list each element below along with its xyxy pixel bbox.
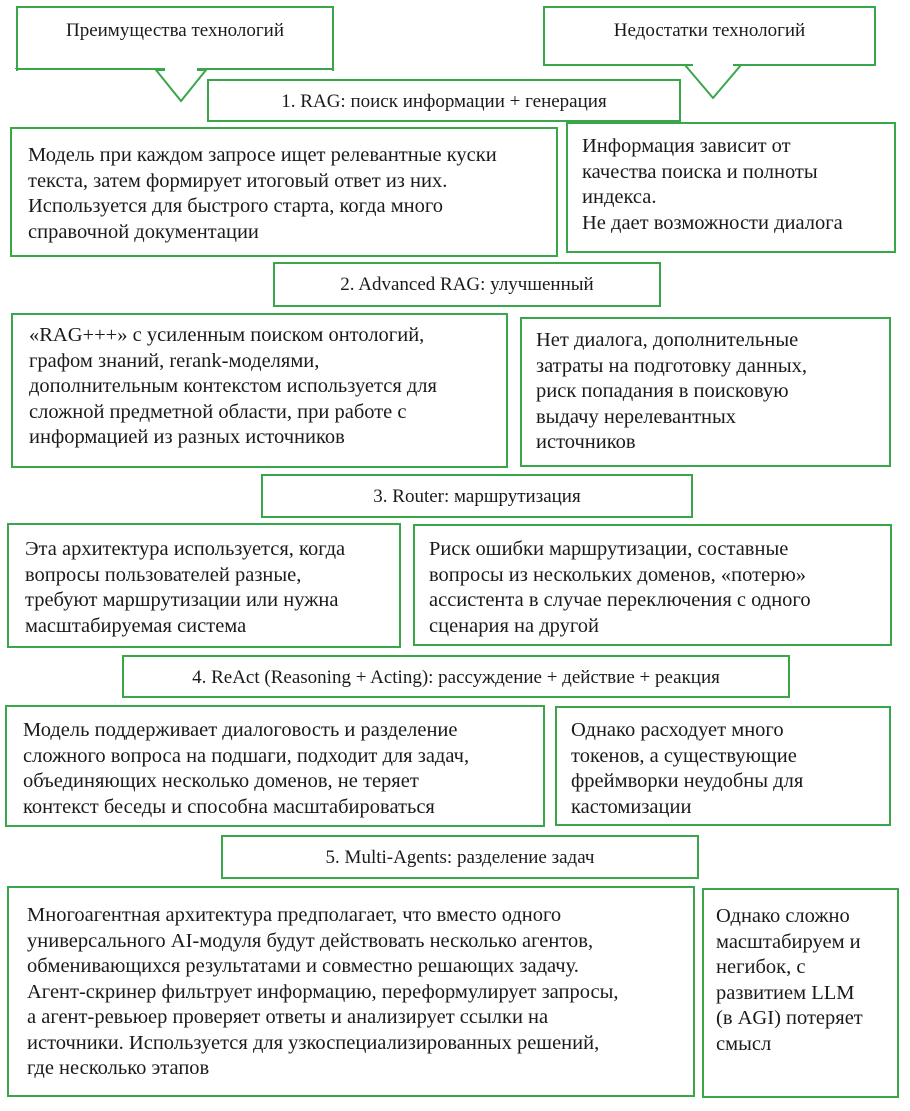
- section-1-cons-line: индекса.: [582, 186, 657, 208]
- section-4-title-text: 4. ReAct (Reasoning + Acting): рассуждение + действие + реакция: [192, 667, 720, 688]
- cons-header-label: Недостатки технологий: [613, 20, 806, 41]
- section-5-title-text: 5. Multi-Agents: разделение задач: [325, 847, 595, 868]
- section-3-title-text: 3. Router: маршрутизация: [373, 486, 581, 507]
- section-5-pros-line: обменивающихся результатами и совместно решающих задачу.: [27, 955, 579, 977]
- section-3-pros: [7, 523, 401, 648]
- section-1-pros-line: справочной документации: [28, 220, 259, 243]
- section-1-cons: [566, 122, 896, 253]
- section-3-title: [261, 474, 693, 518]
- section-5-pros-line: где несколько этапов: [27, 1057, 210, 1079]
- section-5-cons-line: развитием LLM: [716, 981, 855, 1004]
- section-3-cons-line: ассистента в случае переключения с одного: [429, 589, 811, 611]
- section-5-pros-line: универсального AI-модуля будут действовать несколько агентов,: [27, 929, 594, 952]
- section-1-cons-line: Не дает возможности диалога: [582, 211, 843, 234]
- section-5-title: [221, 835, 699, 879]
- section-5-pros-line: а агент-ревьюер проверяет ответы и анализирует ссылки на: [27, 1006, 549, 1028]
- section-2-cons-line: выдачу нерелевантных: [536, 405, 737, 428]
- section-5-pros-line: Многоагентная архитектура предполагает, что вместо одного: [27, 904, 562, 926]
- section-5-pros: [7, 886, 695, 1097]
- section-4-title: [122, 655, 790, 698]
- section-2-cons-line: источников: [536, 431, 636, 453]
- section-1-title-text: 1. RAG: поиск информации + генерация: [281, 91, 607, 112]
- section-5-cons-line: (в AGI) потеряет: [716, 1007, 863, 1029]
- pros-header-label: Преимущества технологий: [65, 20, 285, 41]
- section-4-cons-line: токенов, а существующие: [571, 744, 797, 767]
- section-3-cons-line: сценария на другой: [429, 614, 599, 637]
- section-5-cons: [702, 888, 899, 1098]
- section-2-title-text: 2. Advanced RAG: улучшенный: [340, 274, 594, 295]
- section-2-cons: [520, 317, 891, 467]
- section-4-cons-line: Однако расходует много: [571, 719, 784, 741]
- section-2-pros-line: «RAG+++» с усиленным поиском онтологий,: [29, 324, 425, 346]
- section-1-pros-line: текста, затем формирует итоговый ответ из них.: [28, 169, 448, 192]
- section-4-cons-line: кастомизации: [571, 795, 692, 818]
- section-4-cons-line: фреймворки неудобны для: [571, 770, 804, 792]
- section-2-pros-line: информацией из разных источников: [29, 426, 345, 448]
- section-3-cons-line: вопросы из нескольких доменов, «потерю»: [429, 563, 807, 586]
- section-3-pros-line: вопросы пользователей разные,: [25, 563, 302, 586]
- section-3-pros-line: масштабируемая система: [25, 614, 247, 637]
- section-2-cons-line: риск попадания в поисковую: [536, 380, 789, 402]
- section-5-cons-line: негибок, с: [716, 956, 806, 978]
- section-2-cons-line: Нет диалога, дополнительные: [536, 329, 799, 351]
- section-2-title: [273, 262, 661, 307]
- section-4-cons: [555, 706, 891, 826]
- section-1-cons-line: Информация зависит от: [582, 135, 791, 157]
- section-4-pros-line: сложного вопроса на подшаги, подходит для задач,: [23, 744, 470, 767]
- section-2-cons-line: затраты на подготовку данных,: [536, 354, 807, 377]
- section-2-pros-line: сложной предметной области, при работе с: [29, 400, 407, 423]
- section-4-pros-line: объединяющих несколько доменов, не теряет: [23, 770, 419, 792]
- section-3-pros-line: Эта архитектура используется, когда: [25, 538, 346, 560]
- section-2-pros-line: графом знаний, rerank-моделями,: [29, 349, 320, 372]
- section-1-cons-line: качества поиска и полноты: [582, 160, 818, 183]
- section-4-pros-line: Модель поддерживает диалоговость и разделение: [23, 719, 458, 741]
- section-1-title: [207, 79, 681, 122]
- section-4-pros-line: контекст беседы и способна масштабироваться: [23, 795, 435, 818]
- section-5-cons-line: масштабируем и: [716, 930, 861, 953]
- section-1-pros: [10, 127, 558, 257]
- pros-header: [16, 6, 334, 71]
- section-5-pros-line: Агент-скринер фильтрует информацию, переформулирует запросы,: [27, 980, 619, 1003]
- section-5-cons-line: смысл: [716, 1032, 772, 1055]
- section-3-cons: [413, 524, 892, 646]
- section-3-cons-line: Риск ошибки маршрутизации, составные: [429, 538, 789, 560]
- section-5-pros-line: источники. Используется для узкоспециализированных решений,: [27, 1031, 600, 1054]
- section-1-pros-line: Используется для быстрого старта, когда много: [28, 195, 444, 217]
- section-3-pros-line: требуют маршрутизации или нужна: [25, 589, 339, 611]
- section-2-pros-line: дополнительным контекстом используется для: [29, 375, 437, 397]
- section-2-pros: [11, 313, 508, 468]
- section-5-cons-line: Однако сложно: [716, 905, 850, 927]
- section-1-pros-line: Модель при каждом запросе ищет релевантные куски: [28, 144, 497, 166]
- section-4-pros: [5, 705, 545, 827]
- cons-header: [543, 6, 876, 66]
